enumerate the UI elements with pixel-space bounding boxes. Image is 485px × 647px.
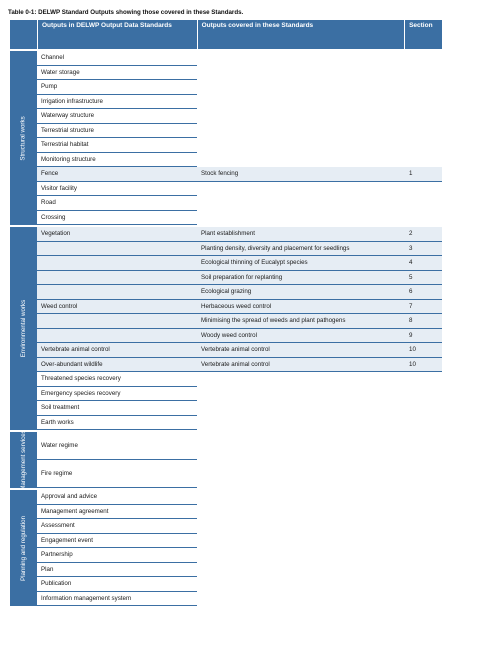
output-cell: Fence	[37, 167, 197, 182]
section-number-cell	[405, 95, 442, 110]
output-cell: Terrestrial structure	[37, 124, 197, 139]
covered-cell: Woody weed control	[197, 329, 405, 344]
covered-cell: Stock fencing	[197, 167, 405, 182]
output-cell	[37, 285, 197, 300]
output-cell: Emergency species recovery	[37, 387, 197, 402]
table-row	[37, 285, 442, 300]
output-cell: Earth works	[37, 416, 197, 431]
output-cell: Water storage	[37, 66, 197, 81]
table-row	[37, 196, 442, 211]
covered-cell: Vertebrate animal control	[197, 358, 405, 373]
table-row	[37, 182, 442, 197]
output-cell: Approval and advice	[37, 490, 197, 505]
table-section	[10, 49, 442, 225]
section-number-cell	[405, 387, 442, 402]
table-row	[37, 227, 442, 242]
table-row	[37, 138, 442, 153]
covered-cell: Ecological grazing	[197, 285, 405, 300]
output-cell: Assessment	[37, 519, 197, 534]
header-outputs-covered: Outputs covered in these Standards	[198, 20, 406, 49]
header-corner	[10, 20, 38, 49]
table-row	[37, 242, 442, 257]
section-number-cell	[405, 460, 442, 488]
covered-cell	[197, 460, 405, 488]
covered-cell	[197, 548, 405, 563]
section-number-cell: 2	[405, 227, 442, 242]
section-label-text: Management services	[20, 429, 27, 491]
table-row	[37, 534, 442, 549]
output-cell: Terrestrial habitat	[37, 138, 197, 153]
covered-cell	[197, 519, 405, 534]
table-row	[37, 271, 442, 286]
table-section	[10, 429, 442, 491]
covered-cell	[197, 592, 405, 607]
table-row	[37, 343, 442, 358]
covered-cell	[197, 138, 405, 153]
covered-cell	[197, 577, 405, 592]
output-cell	[37, 242, 197, 257]
table-row	[37, 95, 442, 110]
table-section	[10, 488, 442, 606]
section-number-cell	[405, 80, 442, 95]
covered-cell: Plant establishment	[197, 227, 405, 242]
output-cell	[37, 314, 197, 329]
section-rows	[37, 490, 442, 606]
covered-cell	[197, 109, 405, 124]
output-cell: Over-abundant wildlife	[37, 358, 197, 373]
table-row	[37, 329, 442, 344]
section-side-label	[10, 490, 37, 606]
output-cell: Water regime	[37, 432, 197, 460]
output-cell: Fire regime	[37, 460, 197, 488]
output-cell: Vegetation	[37, 227, 197, 242]
section-label-text: Structural works	[20, 115, 28, 161]
table-row	[37, 548, 442, 563]
output-cell: Road	[37, 196, 197, 211]
section-label-text: Environmental works	[20, 299, 27, 358]
table-row	[37, 109, 442, 124]
output-cell: Partnership	[37, 548, 197, 563]
output-cell: Soil treatment	[37, 401, 197, 416]
covered-cell	[197, 182, 405, 197]
section-number-cell: 6	[405, 285, 442, 300]
section-label-text: Planning and regulation	[20, 515, 27, 581]
table-row	[37, 372, 442, 387]
covered-cell	[197, 153, 405, 168]
covered-cell: Herbaceous weed control	[197, 300, 405, 315]
table-row	[37, 416, 442, 431]
section-side-label	[10, 51, 37, 225]
section-number-cell	[405, 124, 442, 139]
table-body	[10, 49, 442, 606]
section-side-label	[10, 429, 37, 491]
covered-cell	[197, 432, 405, 460]
table-row	[37, 490, 442, 505]
output-cell: Waterway structure	[37, 109, 197, 124]
section-number-cell	[405, 66, 442, 81]
section-number-cell: 7	[405, 300, 442, 315]
table-row	[37, 167, 442, 182]
section-side-label	[10, 227, 37, 430]
output-cell: Information management system	[37, 592, 197, 607]
table-row	[37, 563, 442, 578]
covered-cell	[197, 490, 405, 505]
table-row	[37, 432, 442, 460]
output-cell: Irrigation infrastructure	[37, 95, 197, 110]
output-cell: Publication	[37, 577, 197, 592]
output-cell: Vertebrate animal control	[37, 343, 197, 358]
table-row	[37, 51, 442, 66]
output-cell: Weed control	[37, 300, 197, 315]
table-row	[37, 358, 442, 373]
section-number-cell	[405, 153, 442, 168]
table-row	[37, 460, 442, 488]
section-number-cell	[405, 51, 442, 66]
section-number-cell: 4	[405, 256, 442, 271]
section-number-cell	[405, 196, 442, 211]
section-rows	[37, 432, 442, 488]
covered-cell: Planting density, diversity and placement for seedlings	[197, 242, 405, 257]
section-number-cell: 9	[405, 329, 442, 344]
table-row	[37, 314, 442, 329]
output-cell: Monitoring structure	[37, 153, 197, 168]
output-cell	[37, 271, 197, 286]
section-number-cell	[405, 432, 442, 460]
table-row	[37, 401, 442, 416]
covered-cell	[197, 563, 405, 578]
header-outputs-in-delwp: Outputs in DELWP Output Data Standards	[38, 20, 198, 49]
section-number-cell	[405, 592, 442, 607]
table-row	[37, 577, 442, 592]
section-number-cell	[405, 372, 442, 387]
output-cell: Visitor facility	[37, 182, 197, 197]
section-number-cell	[405, 577, 442, 592]
covered-cell	[197, 196, 405, 211]
section-number-cell	[405, 416, 442, 431]
table-row	[37, 124, 442, 139]
section-number-cell	[405, 138, 442, 153]
table-row	[37, 80, 442, 95]
section-number-cell: 10	[405, 358, 442, 373]
table-section	[10, 225, 442, 430]
covered-cell: Ecological thinning of Eucalypt species	[197, 256, 405, 271]
covered-cell: Minimising the spread of weeds and plant pathogens	[197, 314, 405, 329]
covered-cell	[197, 95, 405, 110]
covered-cell	[197, 505, 405, 520]
output-cell: Management agreement	[37, 505, 197, 520]
section-number-cell	[405, 563, 442, 578]
covered-cell	[197, 534, 405, 549]
section-number-cell	[405, 505, 442, 520]
table-row	[37, 592, 442, 607]
covered-cell: Soil preparation for replanting	[197, 271, 405, 286]
covered-cell	[197, 80, 405, 95]
section-rows	[37, 51, 442, 225]
output-cell: Threatened species recovery	[37, 372, 197, 387]
section-number-cell	[405, 211, 442, 226]
section-number-cell	[405, 519, 442, 534]
covered-cell	[197, 211, 405, 226]
output-cell: Channel	[37, 51, 197, 66]
output-cell: Pump	[37, 80, 197, 95]
table-row	[37, 66, 442, 81]
table-row	[37, 256, 442, 271]
covered-cell	[197, 401, 405, 416]
outputs-table	[10, 20, 442, 606]
section-number-cell: 1	[405, 167, 442, 182]
section-number-cell	[405, 490, 442, 505]
covered-cell	[197, 51, 405, 66]
output-cell: Plan	[37, 563, 197, 578]
table-header	[10, 20, 442, 49]
covered-cell	[197, 66, 405, 81]
table-row	[37, 153, 442, 168]
covered-cell	[197, 416, 405, 431]
output-cell	[37, 256, 197, 271]
section-number-cell: 3	[405, 242, 442, 257]
table-caption: Table 0-1: DELWP Standard Outputs showing those covered in these Standards.	[8, 9, 244, 16]
section-number-cell	[405, 534, 442, 549]
covered-cell	[197, 124, 405, 139]
table-row	[37, 300, 442, 315]
table-row	[37, 519, 442, 534]
section-number-cell: 5	[405, 271, 442, 286]
section-number-cell	[405, 401, 442, 416]
header-section: Section	[409, 22, 433, 29]
covered-cell: Vertebrate animal control	[197, 343, 405, 358]
table-row	[37, 211, 442, 226]
output-cell: Crossing	[37, 211, 197, 226]
section-number-cell	[405, 182, 442, 197]
output-cell: Engagement event	[37, 534, 197, 549]
section-rows	[37, 227, 442, 430]
table-row	[37, 505, 442, 520]
section-number-cell: 8	[405, 314, 442, 329]
table-row	[37, 387, 442, 402]
section-number-cell	[405, 548, 442, 563]
covered-cell	[197, 372, 405, 387]
section-number-cell: 10	[405, 343, 442, 358]
covered-cell	[197, 387, 405, 402]
section-number-cell	[405, 109, 442, 124]
output-cell	[37, 329, 197, 344]
